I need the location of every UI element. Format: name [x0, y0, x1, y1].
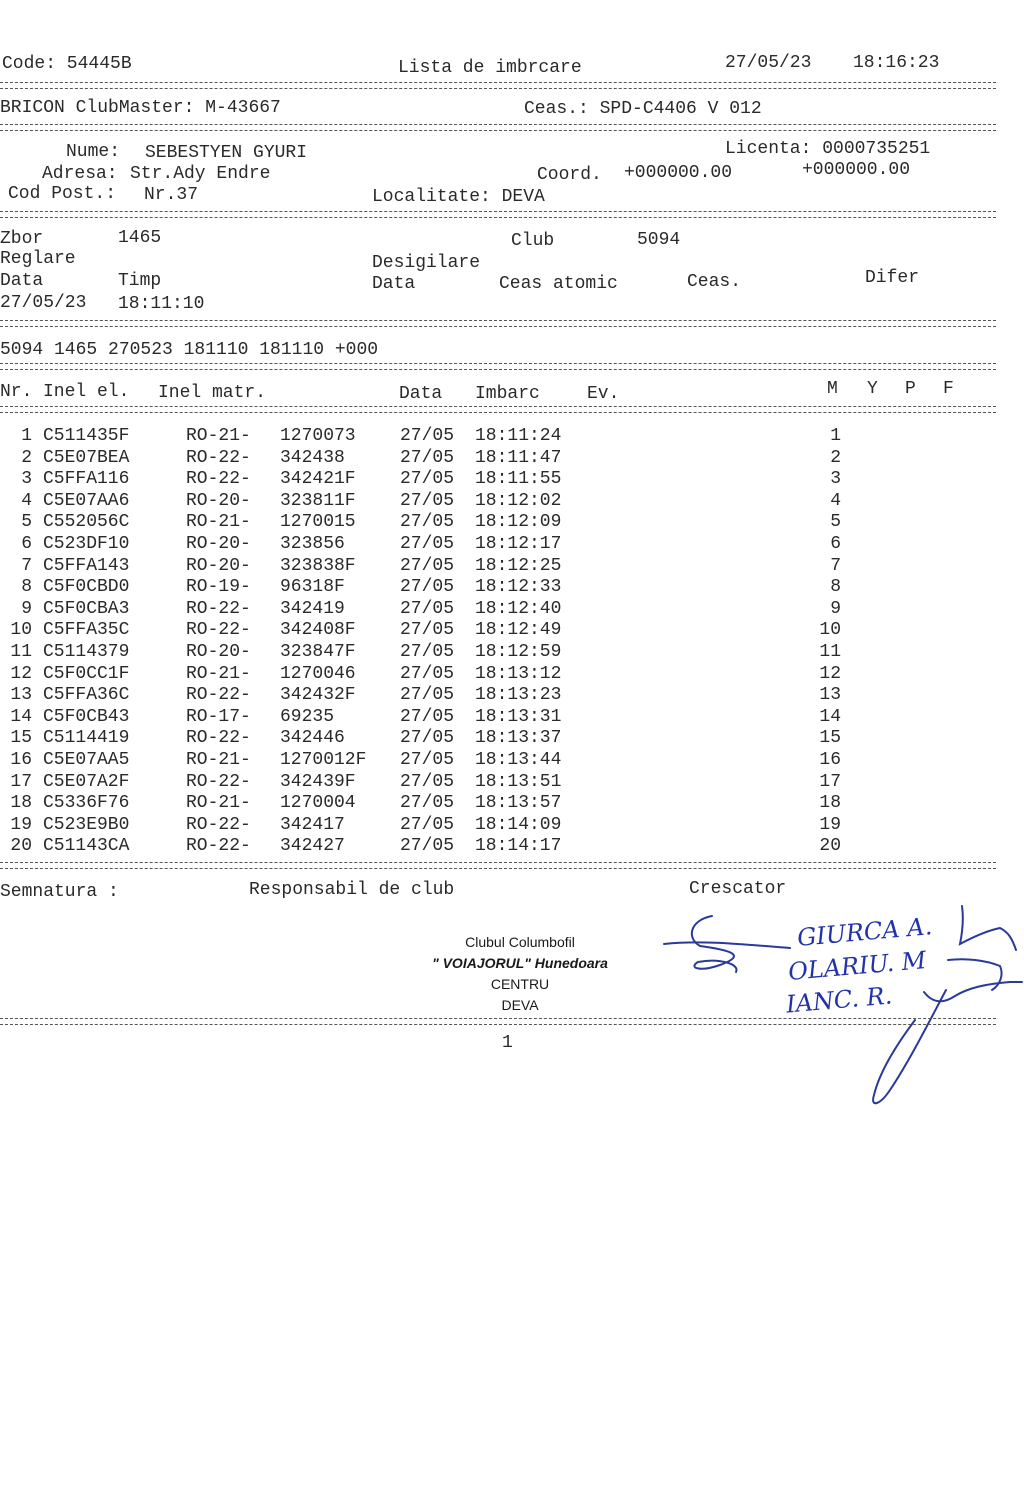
col-p: P: [905, 379, 916, 399]
row-number: 9: [21, 599, 32, 619]
boarding-date: 27/05: [400, 815, 455, 835]
print-date: 27/05/23: [725, 53, 812, 73]
time-label: Timp: [118, 271, 162, 291]
boarding-date: 27/05: [400, 534, 455, 554]
club-responsible-label: Responsabil de club: [249, 880, 455, 900]
boarding-time: 18:11:47: [475, 448, 562, 468]
col-event: Ev.: [587, 384, 620, 404]
ring-number: 342432F: [280, 685, 356, 705]
boarding-time: 18:12:25: [475, 556, 562, 576]
row-number: 2: [21, 448, 32, 468]
electronic-ring: C5E07AA6: [43, 491, 130, 511]
code-label: Code: 54445B: [2, 54, 132, 74]
m-value: 19: [819, 815, 841, 835]
clock-label: Ceas.: [687, 272, 742, 292]
m-value: 14: [819, 707, 841, 727]
boarding-time: 18:13:31: [475, 707, 562, 727]
ring-prefix: RO-20-: [186, 491, 251, 511]
row-number: 10: [10, 620, 32, 640]
setting-time: 18:11:10: [118, 294, 205, 314]
col-m: M: [827, 379, 838, 399]
m-value: 11: [819, 642, 841, 662]
flight-label: Zbor: [0, 229, 44, 249]
handwritten-name: IANC. R.: [784, 981, 894, 1019]
electronic-ring: C51143CA: [43, 836, 130, 856]
col-nr: Nr.: [0, 382, 33, 402]
row-number: 11: [10, 642, 32, 662]
boarding-time: 18:14:09: [475, 815, 562, 835]
row-number: 18: [10, 793, 32, 813]
boarding-date: 27/05: [400, 426, 455, 446]
boarding-date: 27/05: [400, 793, 455, 813]
boarding-time: 18:12:33: [475, 577, 562, 597]
col-ring-number: Inel matr.: [158, 383, 267, 403]
ring-prefix: RO-22-: [186, 599, 251, 619]
breeder-label: Crescator: [689, 879, 787, 899]
boarding-date: 27/05: [400, 707, 455, 727]
m-value: 9: [830, 599, 841, 619]
coord-lat: +000000.00: [624, 163, 733, 183]
ring-prefix: RO-19-: [186, 577, 251, 597]
difference-label: Difer: [865, 268, 920, 288]
m-value: 3: [830, 469, 841, 489]
electronic-ring: C5F0CBD0: [43, 577, 130, 597]
name-label: Nume:: [66, 142, 121, 162]
stamp-line: " VOIAJORUL" Hunedoara: [432, 955, 608, 971]
electronic-ring: C5FFA143: [43, 556, 130, 576]
m-value: 4: [830, 491, 841, 511]
boarding-time: 18:13:37: [475, 728, 562, 748]
atomic-clock-label: Ceas atomic: [499, 274, 618, 294]
boarding-time: 18:13:51: [475, 772, 562, 792]
owner-name: SEBESTYEN GYURI: [145, 143, 308, 163]
date-label: Data: [0, 271, 44, 291]
ring-prefix: RO-22-: [186, 620, 251, 640]
club-number: 5094: [637, 230, 681, 250]
ring-prefix: RO-21-: [186, 750, 251, 770]
summary-code-line: 5094 1465 270523 181110 181110 +000: [0, 340, 379, 360]
ring-number: 96318F: [280, 577, 345, 597]
boarding-time: 18:11:55: [475, 469, 562, 489]
row-number: 6: [21, 534, 32, 554]
ring-prefix: RO-20-: [186, 534, 251, 554]
coord-label: Coord.: [537, 165, 602, 185]
ring-number: 323856: [280, 534, 345, 554]
col-boarding: Imbarc: [475, 384, 540, 404]
boarding-time: 18:12:17: [475, 534, 562, 554]
m-value: 12: [819, 664, 841, 684]
row-number: 14: [10, 707, 32, 727]
ring-number: 342438: [280, 448, 345, 468]
m-value: 2: [830, 448, 841, 468]
ring-prefix: RO-21-: [186, 793, 251, 813]
boarding-time: 18:12:02: [475, 491, 562, 511]
ring-prefix: RO-17-: [186, 707, 251, 727]
electronic-ring: C5F0CB43: [43, 707, 130, 727]
ring-prefix: RO-22-: [186, 448, 251, 468]
flight-number: 1465: [118, 228, 162, 248]
club-label: Club: [511, 231, 555, 251]
electronic-ring: C511435F: [43, 426, 130, 446]
postcode: Nr.37: [144, 185, 199, 205]
boarding-time: 18:12:40: [475, 599, 562, 619]
m-value: 8: [830, 577, 841, 597]
boarding-time: 18:14:17: [475, 836, 562, 856]
boarding-date: 27/05: [400, 772, 455, 792]
boarding-time: 18:13:44: [475, 750, 562, 770]
boarding-date: 27/05: [400, 512, 455, 532]
m-value: 5: [830, 512, 841, 532]
ring-number: 1270015: [280, 512, 356, 532]
coord-lon: +000000.00: [802, 160, 911, 180]
handwritten-name: OLARIU. M: [787, 946, 928, 986]
boarding-time: 18:12:59: [475, 642, 562, 662]
setting-date: 27/05/23: [0, 293, 87, 313]
ring-number: 342439F: [280, 772, 356, 792]
row-number: 5: [21, 512, 32, 532]
electronic-ring: C5F0CC1F: [43, 664, 130, 684]
ring-prefix: RO-20-: [186, 642, 251, 662]
divider: [0, 1024, 996, 1025]
clock-id: Ceas.: SPD-C4406 V 012: [524, 99, 762, 119]
ring-prefix: RO-21-: [186, 512, 251, 532]
electronic-ring: C523DF10: [43, 534, 130, 554]
ring-number: 342417: [280, 815, 345, 835]
row-number: 13: [10, 685, 32, 705]
ring-prefix: RO-21-: [186, 664, 251, 684]
setting-label: Reglare: [0, 249, 76, 269]
postcode-label: Cod Post.:: [8, 184, 117, 204]
m-value: 1: [830, 426, 841, 446]
stamp-line: DEVA: [501, 997, 539, 1013]
row-number: 7: [21, 556, 32, 576]
m-value: 13: [819, 685, 841, 705]
electronic-ring: C5E07BEA: [43, 448, 130, 468]
ring-number: 1270004: [280, 793, 356, 813]
boarding-date: 27/05: [400, 642, 455, 662]
col-y: Y: [867, 379, 878, 399]
license: Licenta: 0000735251: [725, 139, 931, 159]
electronic-ring: C5114379: [43, 642, 130, 662]
signature-label: Semnatura :: [0, 882, 119, 902]
ring-number: 1270012F: [280, 750, 367, 770]
ring-number: 69235: [280, 707, 335, 727]
boarding-date: 27/05: [400, 469, 455, 489]
ring-number: 323838F: [280, 556, 356, 576]
row-number: 17: [10, 772, 32, 792]
ring-number: 342419: [280, 599, 345, 619]
electronic-ring: C5114419: [43, 728, 130, 748]
boarding-date: 27/05: [400, 491, 455, 511]
ring-number: 1270046: [280, 664, 356, 684]
m-value: 15: [819, 728, 841, 748]
document-title: Lista de imbrcare: [398, 58, 582, 78]
boarding-date: 27/05: [400, 599, 455, 619]
electronic-ring: C5E07A2F: [43, 772, 130, 792]
stamp-line: Clubul Columbofil: [465, 934, 575, 950]
electronic-ring: C5FFA116: [43, 469, 130, 489]
col-date: Data: [399, 384, 443, 404]
electronic-ring: C5F0CBA3: [43, 599, 130, 619]
ring-prefix: RO-20-: [186, 556, 251, 576]
row-number: 19: [10, 815, 32, 835]
m-value: 20: [819, 836, 841, 856]
boarding-time: 18:11:24: [475, 426, 562, 446]
ring-number: 342408F: [280, 620, 356, 640]
boarding-date: 27/05: [400, 448, 455, 468]
electronic-ring: C5336F76: [43, 793, 130, 813]
ring-prefix: RO-21-: [186, 426, 251, 446]
m-value: 17: [819, 772, 841, 792]
ring-number: 342446: [280, 728, 345, 748]
m-value: 18: [819, 793, 841, 813]
ring-number: 342421F: [280, 469, 356, 489]
boarding-date: 27/05: [400, 620, 455, 640]
electronic-ring: C5FFA36C: [43, 685, 130, 705]
m-value: 6: [830, 534, 841, 554]
boarding-date: 27/05: [400, 728, 455, 748]
electronic-ring: C552056C: [43, 512, 130, 532]
ring-prefix: RO-22-: [186, 728, 251, 748]
ring-prefix: RO-22-: [186, 772, 251, 792]
row-number: 4: [21, 491, 32, 511]
col-f: F: [943, 379, 954, 399]
boarding-time: 18:12:09: [475, 512, 562, 532]
ring-prefix: RO-22-: [186, 815, 251, 835]
address-label: Adresa:: [42, 164, 118, 184]
col-electronic-ring: Inel el.: [43, 382, 130, 402]
electronic-ring: C5FFA35C: [43, 620, 130, 640]
row-number: 3: [21, 469, 32, 489]
ring-number: 1270073: [280, 426, 356, 446]
unseal-date-label: Data: [372, 274, 416, 294]
boarding-date: 27/05: [400, 664, 455, 684]
m-value: 7: [830, 556, 841, 576]
ring-prefix: RO-22-: [186, 685, 251, 705]
ring-number: 323811F: [280, 491, 356, 511]
row-number: 16: [10, 750, 32, 770]
boarding-date: 27/05: [400, 685, 455, 705]
print-time: 18:16:23: [853, 53, 940, 73]
ring-prefix: RO-22-: [186, 469, 251, 489]
boarding-time: 18:13:57: [475, 793, 562, 813]
row-number: 1: [21, 426, 32, 446]
row-number: 20: [10, 836, 32, 856]
ring-number: 323847F: [280, 642, 356, 662]
m-value: 10: [819, 620, 841, 640]
row-number: 12: [10, 664, 32, 684]
row-number: 15: [10, 728, 32, 748]
ring-prefix: RO-22-: [186, 836, 251, 856]
clubmaster-id: BRICON ClubMaster: M-43667: [0, 98, 281, 118]
boarding-date: 27/05: [400, 556, 455, 576]
electronic-ring: C523E9B0: [43, 815, 130, 835]
boarding-date: 27/05: [400, 750, 455, 770]
boarding-time: 18:12:49: [475, 620, 562, 640]
boarding-date: 27/05: [400, 836, 455, 856]
boarding-date: 27/05: [400, 577, 455, 597]
m-value: 16: [819, 750, 841, 770]
page-number: 1: [502, 1033, 513, 1053]
handwritten-name: GIURCA A.: [796, 912, 934, 952]
divider: [0, 1018, 996, 1019]
stamp-line: CENTRU: [490, 976, 550, 992]
locality: Localitate: DEVA: [372, 187, 545, 207]
electronic-ring: C5E07AA5: [43, 750, 130, 770]
row-number: 8: [21, 577, 32, 597]
address: Str.Ady Endre: [130, 164, 271, 184]
unsealing-label: Desigilare: [372, 253, 481, 273]
boarding-time: 18:13:23: [475, 685, 562, 705]
boarding-time: 18:13:12: [475, 664, 562, 684]
ring-number: 342427: [280, 836, 345, 856]
